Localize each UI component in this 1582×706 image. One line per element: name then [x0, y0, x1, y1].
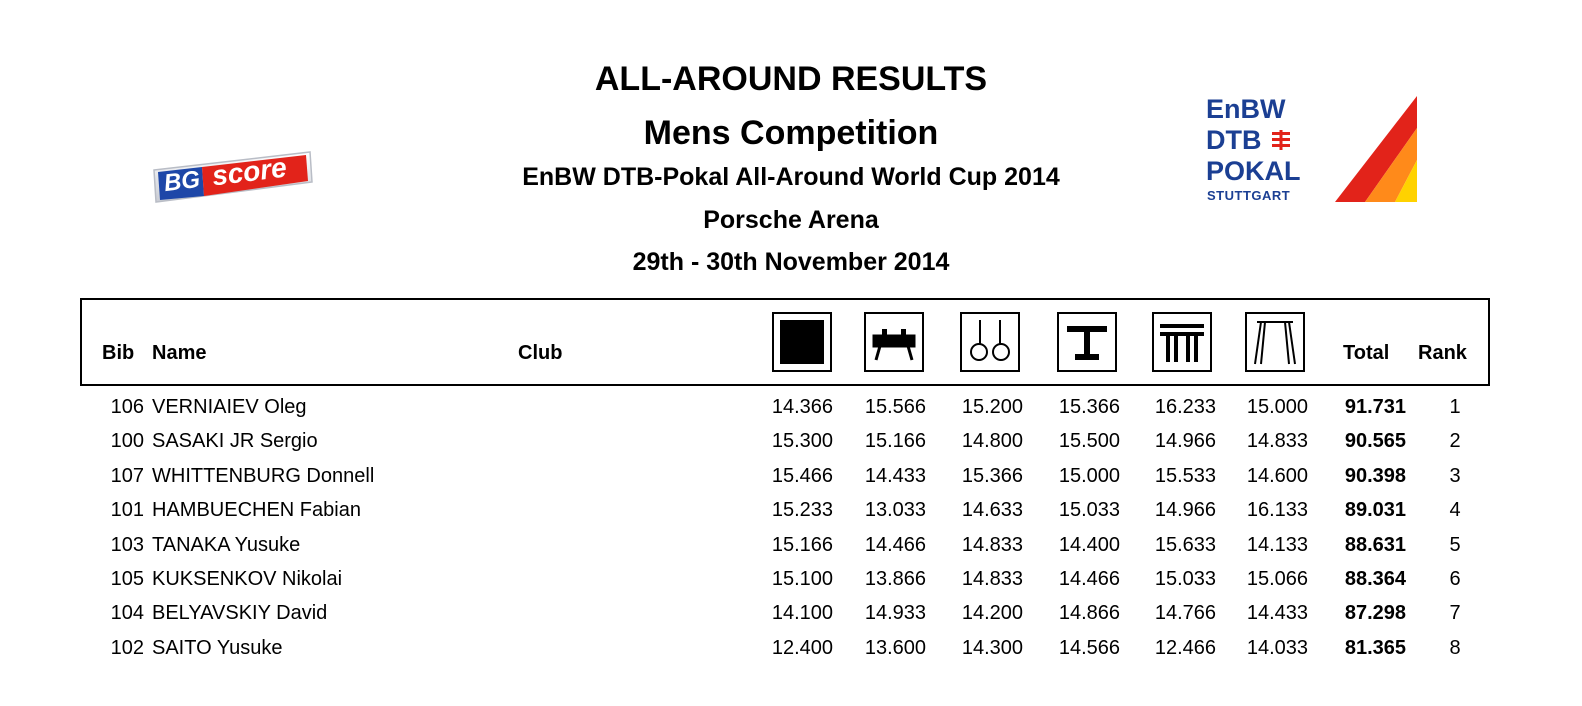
- bgscore-logo: [150, 148, 316, 204]
- cell-rank: 8: [1449, 636, 1461, 659]
- cell-score: 14.300: [961, 636, 1023, 659]
- cell-score: 12.466: [1154, 636, 1216, 659]
- cell-name: HAMBUECHEN Fabian: [152, 499, 361, 522]
- enbw-logo-line3: POKAL: [1206, 156, 1301, 186]
- table-row: [0, 568, 1582, 602]
- cell-score: 16.233: [1154, 396, 1216, 418]
- cell-score: 14.833: [1246, 430, 1308, 453]
- venue-name: Porsche Arena: [703, 206, 879, 234]
- cell-score: 14.866: [1058, 602, 1120, 625]
- cell-score: 14.200: [961, 602, 1023, 625]
- cell-total: 81.365: [1344, 636, 1406, 659]
- cell-rank: 7: [1449, 602, 1461, 625]
- cell-bib: 102: [110, 636, 144, 659]
- cell-score: 15.366: [961, 464, 1023, 487]
- cell-score: 15.466: [771, 464, 833, 487]
- col-header-rank: Rank: [1418, 342, 1467, 364]
- cell-total: 87.298: [1344, 602, 1406, 625]
- cell-total: 88.631: [1344, 533, 1406, 556]
- bgscore-logo-score: score: [210, 151, 289, 192]
- cell-score: 15.033: [1154, 568, 1216, 590]
- cell-total: 88.364: [1344, 568, 1406, 590]
- cell-score: 15.100: [771, 568, 833, 590]
- cell-name: BELYAVSKIY David: [152, 602, 328, 625]
- enbw-dtb-pokal-logo: [1205, 94, 1420, 206]
- cell-score: 14.633: [961, 499, 1023, 522]
- cell-score: 14.433: [1246, 602, 1308, 625]
- cell-score: 15.000: [1246, 396, 1308, 418]
- cell-score: 15.166: [864, 430, 926, 453]
- cell-name: VERNIAIEV Oleg: [152, 396, 307, 418]
- cell-score: 14.433: [864, 464, 926, 487]
- cell-name: SAITO Yusuke: [152, 636, 283, 659]
- col-header-total: Total: [1343, 342, 1390, 364]
- table-row: [0, 637, 1582, 671]
- cell-score: 15.566: [864, 396, 926, 418]
- rings-icon: [960, 312, 1020, 372]
- col-header-club: Club: [518, 342, 563, 364]
- table-row: [0, 534, 1582, 568]
- cell-score: 14.133: [1246, 533, 1308, 556]
- cell-bib: 106: [110, 396, 144, 418]
- cell-score: 14.966: [1154, 430, 1216, 453]
- cell-score: 14.400: [1058, 533, 1120, 556]
- cell-score: 15.066: [1246, 568, 1308, 590]
- table-row: [0, 602, 1582, 636]
- event-dates: 29th - 30th November 2014: [632, 248, 950, 276]
- cell-rank: 2: [1449, 430, 1461, 453]
- enbw-logo-line4: STUTTGART: [1207, 188, 1291, 203]
- col-header-bib: Bib: [102, 342, 135, 364]
- cell-bib: 107: [110, 464, 144, 487]
- cell-score: 15.500: [1058, 430, 1120, 453]
- cell-score: 14.600: [1246, 464, 1308, 487]
- page-title: ALL-AROUND RESULTS: [594, 60, 988, 98]
- table-row: [0, 499, 1582, 533]
- enbw-logo-dtb: DTB: [1206, 125, 1262, 155]
- high-bar-icon: [1245, 312, 1305, 372]
- cell-rank: 3: [1449, 464, 1461, 487]
- cell-score: 14.833: [961, 533, 1023, 556]
- cell-score: 13.033: [864, 499, 926, 522]
- bgscore-logo-bg: BG: [162, 165, 202, 198]
- cell-bib: 105: [110, 568, 144, 590]
- cell-score: 14.966: [1154, 499, 1216, 522]
- cell-score: 14.100: [771, 602, 833, 625]
- parallel-bars-icon: [1152, 312, 1212, 372]
- cell-name: SASAKI JR Sergio: [152, 430, 318, 453]
- cell-name: TANAKA Yusuke: [152, 533, 301, 556]
- event-name: EnBW DTB-Pokal All-Around World Cup 2014: [522, 163, 1060, 191]
- cell-rank: 4: [1449, 499, 1461, 522]
- cell-rank: 5: [1449, 533, 1461, 556]
- dtb-emblem-icon: [1271, 130, 1291, 150]
- cell-score: 14.466: [864, 533, 926, 556]
- vault-icon: [1057, 312, 1117, 372]
- cell-bib: 104: [110, 602, 144, 625]
- cell-score: 15.166: [771, 533, 833, 556]
- table-row: [0, 430, 1582, 464]
- cell-name: WHITTENBURG Donnell: [152, 464, 375, 487]
- cell-score: 15.533: [1154, 464, 1216, 487]
- cell-score: 14.366: [771, 396, 833, 418]
- cell-score: 16.133: [1246, 499, 1308, 522]
- cell-score: 14.833: [961, 568, 1023, 590]
- cell-score: 15.033: [1058, 499, 1120, 522]
- cell-score: 13.866: [864, 568, 926, 590]
- cell-score: 15.000: [1058, 464, 1120, 487]
- cell-score: 13.600: [864, 636, 926, 659]
- cell-score: 15.366: [1058, 396, 1120, 418]
- cell-total: 90.398: [1344, 464, 1406, 487]
- cell-bib: 100: [110, 430, 144, 453]
- cell-total: 90.565: [1344, 430, 1406, 453]
- cell-bib: 103: [110, 533, 144, 556]
- cell-name: KUKSENKOV Nikolai: [152, 568, 343, 590]
- cell-score: 15.300: [771, 430, 833, 453]
- cell-score: 14.800: [961, 430, 1023, 453]
- cell-score: 15.200: [961, 396, 1023, 418]
- table-row: [0, 396, 1582, 430]
- cell-total: 89.031: [1344, 499, 1406, 522]
- cell-rank: 6: [1449, 568, 1461, 590]
- cell-rank: 1: [1449, 396, 1461, 418]
- cell-score: 14.033: [1246, 636, 1308, 659]
- enbw-logo-line1: EnBW: [1206, 94, 1286, 124]
- col-header-name: Name: [152, 342, 207, 364]
- cell-score: 15.233: [771, 499, 833, 522]
- cell-score: 12.400: [771, 636, 833, 659]
- pommel-horse-icon: [864, 312, 924, 372]
- cell-score: 14.566: [1058, 636, 1120, 659]
- cell-score: 14.933: [864, 602, 926, 625]
- cell-total: 91.731: [1344, 396, 1406, 418]
- cell-bib: 101: [110, 499, 144, 522]
- floor-icon: [772, 312, 832, 372]
- cell-score: 14.466: [1058, 568, 1120, 590]
- table-row: [0, 465, 1582, 499]
- cell-score: 15.633: [1154, 533, 1216, 556]
- enbw-logo-line2: [1206, 127, 1291, 154]
- competition-subtitle: Mens Competition: [643, 114, 939, 152]
- cell-score: 14.766: [1154, 602, 1216, 625]
